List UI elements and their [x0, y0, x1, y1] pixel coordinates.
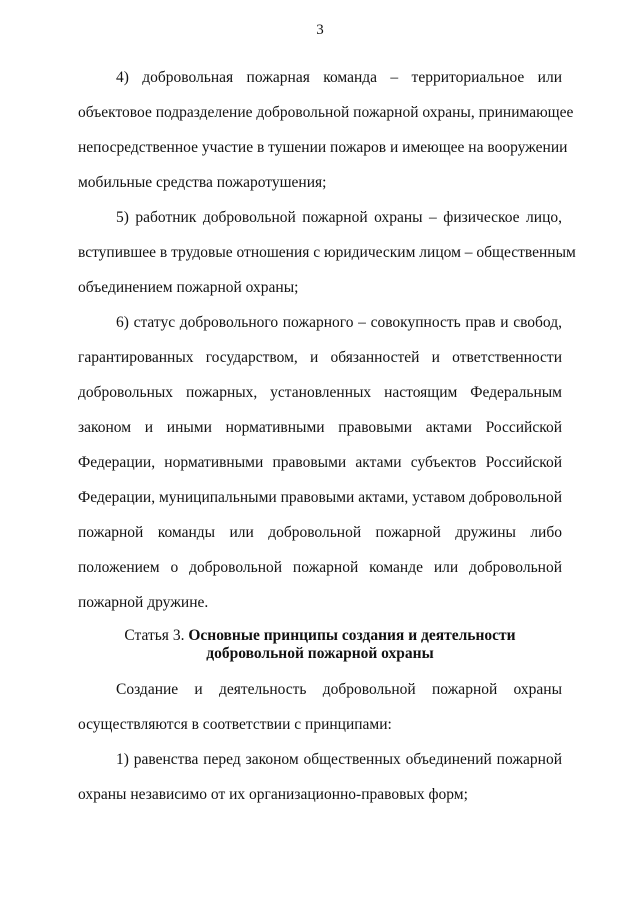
article-title-line1: Основные принципы создания и деятельности: [188, 627, 516, 644]
text-line: охраны независимо от их организационно-правовых форм;: [78, 786, 468, 803]
text-line: вступившее в трудовые отношения с юридическим лицом – общественным: [78, 244, 576, 261]
text-line: 4) добровольная пожарная команда – территориальное или: [116, 69, 562, 86]
text-line: 1) равенства перед законом общественных объединений пожарной: [116, 751, 562, 768]
text-line: 6) статус добровольного пожарного – совокупность прав и свобод,: [116, 314, 562, 331]
text-line: законом и иными нормативными правовыми актами Российской: [78, 419, 562, 436]
text-line: непосредственное участие в тушении пожаров и имеющее на вооружении: [78, 139, 568, 156]
text-line: гарантированных государством, и обязанностей и ответственности: [78, 349, 562, 366]
text-line: Федерации, муниципальными правовыми актами, уставом добровольной: [78, 489, 562, 506]
article-prefix: Статья 3.: [124, 627, 185, 644]
text-line: Федерации, нормативными правовыми актами субъектов Российской: [78, 454, 562, 471]
text-line: объектовое подразделение добровольной пожарной охраны, принимающее: [78, 104, 574, 121]
text-line: осуществляются в соответствии с принципами:: [78, 716, 392, 733]
text-line: мобильные средства пожаротушения;: [78, 174, 327, 191]
text-line: Создание и деятельность добровольной пожарной охраны: [116, 681, 562, 698]
page-number: 3: [316, 22, 324, 38]
article-title-line2: добровольной пожарной охраны: [206, 645, 434, 662]
text-line: положением о добровольной пожарной команде или добровольной: [78, 559, 562, 576]
text-line: пожарной команды или добровольной пожарной дружины либо: [78, 524, 562, 541]
text-line: добровольных пожарных, установленных настоящим Федеральным: [78, 384, 562, 401]
article-heading-cont: [0, 644, 640, 664]
text-line: пожарной дружине.: [78, 594, 209, 611]
article-heading: [0, 626, 640, 646]
text-line: объединением пожарной охраны;: [78, 279, 299, 296]
text-line: 5) работник добровольной пожарной охраны – физическое лицо,: [116, 209, 562, 226]
